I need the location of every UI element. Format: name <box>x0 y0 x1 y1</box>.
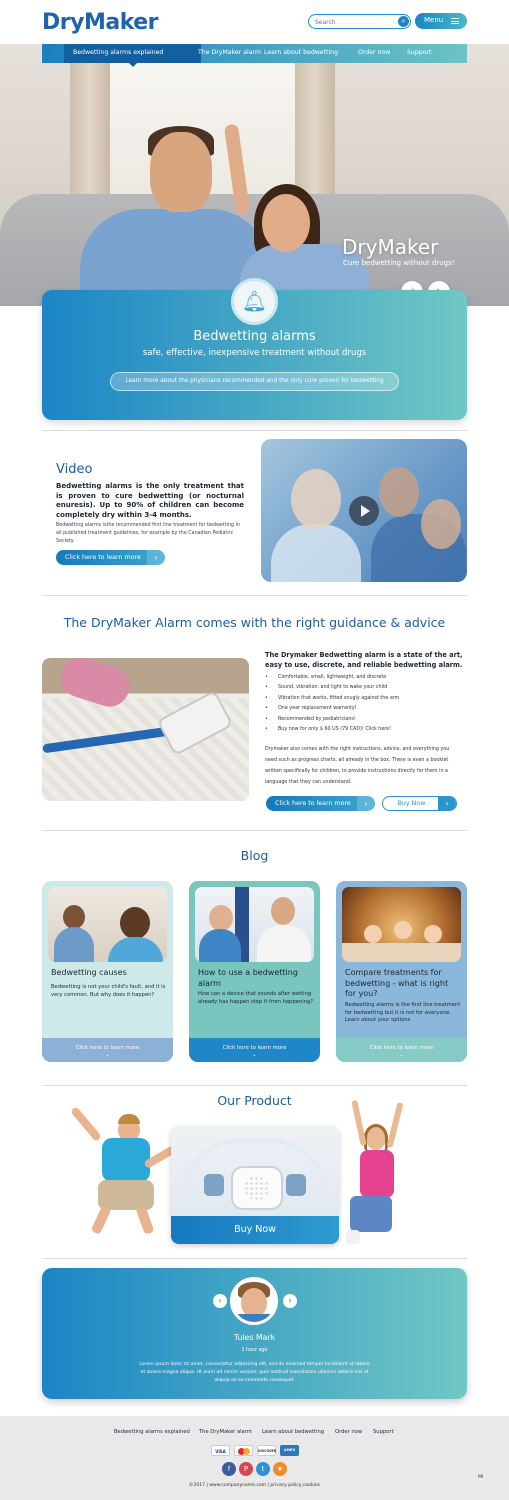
blog-card-compare[interactable] <box>336 881 467 1062</box>
info-title: Bedwetting alarms <box>193 329 316 344</box>
alarm-device-image <box>231 1166 283 1210</box>
jumping-boy-hair <box>118 1114 140 1124</box>
product-heading: Our Product <box>217 1093 292 1108</box>
rss-icon[interactable]: ◉ <box>273 1462 287 1476</box>
product-card[interactable] <box>171 1126 339 1244</box>
footer-link-order-now[interactable]: Order now <box>335 1429 363 1435</box>
blog-card-title: Compare treatments for bedwetting - what is right for you? <box>345 968 449 998</box>
testimonial-name: Tules Mark <box>233 1333 276 1342</box>
menu-label: Menu <box>424 16 444 24</box>
jumping-boy-leg <box>91 1205 112 1235</box>
nav-item-order-now[interactable]: Order now <box>358 49 391 56</box>
jumping-girl-hair <box>364 1124 388 1152</box>
hero-tagline: Cure bedwetting without drugs! <box>343 259 455 267</box>
site-header <box>0 0 509 44</box>
info-subtitle: safe, effective, inexpensive treatment without drugs <box>142 348 367 358</box>
nav-item-support[interactable]: Support <box>407 49 432 56</box>
video-mother-face <box>379 467 419 517</box>
nav-item-bedwetting-alarms-explained[interactable]: Bedwetting alarms explained <box>73 49 164 56</box>
jumping-boy-arm <box>70 1106 102 1142</box>
hero-girl-face <box>262 194 310 252</box>
blog-card-link: Click here to learn more <box>75 1045 140 1051</box>
blog-card-footer[interactable] <box>336 1038 467 1062</box>
jumping-girl-arm <box>387 1102 404 1148</box>
hero-raised-arm <box>224 123 250 214</box>
discover-icon: DISCOVER <box>257 1445 276 1456</box>
search-box[interactable] <box>308 14 411 29</box>
product-clip-image <box>286 1174 306 1196</box>
list-item: • Vibration that works, fitted snugly against the arm <box>265 696 465 706</box>
guidance-paragraph: Drymaker also comes with the right instructions, advice, and everything you need such as progress charts, all already in the box. There is even a booklet written specifically for children, to provide instructions directly for them in a language that they can understand. <box>265 747 450 785</box>
video-lead: Bedwetting alarms is the only treatment that is proven to cure bedwetting (or nocturnal enuresis). Up to 90% of children can become completely dry within 3-4 months. <box>56 482 244 519</box>
footer-link-learn-about-bedwetting[interactable]: Learn about bedwetting <box>262 1429 325 1435</box>
bedwetting-alarms-card <box>42 290 467 420</box>
guidance-title: The Drymaker Bedwetting alarm is a state of the art, easy to use, discrete, and reliable bedwetting alarm. <box>265 651 463 669</box>
hero-girl-hair <box>254 184 320 264</box>
list-item: • Recommended by pediatricians! <box>265 717 465 727</box>
site-logo[interactable]: DryMaker <box>42 10 159 35</box>
blog-card-text: Bedwetting is not your child's fault, and it is very common. But why does it happen? <box>51 984 166 998</box>
video-learn-more-label: Click here to learn more <box>65 554 141 561</box>
blog-card-link: Click here to learn more <box>222 1045 287 1051</box>
video-child-face <box>421 499 461 549</box>
blog-compare-child-1 <box>364 925 382 943</box>
buy-now-button[interactable] <box>382 796 457 811</box>
video-body: Bedwetting alarms isthe recommended first line treatment for bedwetting in all published treatment guidelines, for example by the Canadian Pediatric Society. <box>56 523 240 544</box>
blog-card-causes[interactable] <box>42 881 173 1062</box>
testimonial-time: 1 hour ago <box>241 1348 268 1353</box>
hero-window-image <box>110 62 295 202</box>
chevron-down-icon: ⌄ <box>252 1052 257 1058</box>
video-doctor-image <box>271 524 361 582</box>
visa-icon: VISA <box>211 1445 230 1456</box>
buy-now-label: Buy Now <box>397 800 426 807</box>
jumping-girl-jeans <box>350 1196 392 1232</box>
chevron-down-icon: ⌄ <box>399 1052 404 1058</box>
testimonial-next-icon[interactable]: › <box>283 1294 297 1308</box>
blog-card-text: Bedwetting alarms is the first line treatment for bedwetting but it is not for everyone. Learn about your options <box>345 1002 461 1023</box>
blog-card-text: How can a device that sounds after wetting already has happen stop it from happening? <box>198 991 314 1005</box>
footer-link-support[interactable]: Support <box>373 1429 394 1435</box>
product-clip-image <box>204 1174 224 1196</box>
hamburger-icon <box>451 18 459 24</box>
blog-card-link: Click here to learn more <box>369 1045 434 1051</box>
section-divider <box>42 1085 467 1086</box>
guidance-learn-more-label: Click here to learn more <box>275 800 351 807</box>
hero-curtain-image <box>295 62 335 237</box>
product-buy-now-button[interactable]: Buy Now <box>171 1216 339 1244</box>
section-divider <box>42 430 467 431</box>
testimonial-text: Lorem ipsum dolor sit amet, consectetur adipiscing elit, sed do eiusmod tempor incididunt ut labore et dolore magna aliqua. Ut enim ad minim veniam, quis nostrud exercitation ullamco laboris nisi ut aliquip ex ea commodo consequat. <box>139 1362 370 1383</box>
hero-father-hair <box>148 126 214 156</box>
chevron-right-icon: › <box>438 797 456 810</box>
blog-causes-parent-body <box>54 927 94 962</box>
blog-compare-blanket <box>342 943 461 962</box>
footer-copyright: ©2017 | www.companyname.com | privacy policy,cookies <box>189 1483 320 1488</box>
blog-how-to-boy-body <box>199 929 241 962</box>
blog-how-to-father <box>271 897 295 925</box>
blog-compare-image <box>342 887 461 962</box>
blog-card-footer[interactable] <box>189 1038 320 1062</box>
blog-causes-parent <box>63 905 85 929</box>
avatar <box>230 1277 278 1325</box>
testimonial-card <box>42 1268 467 1399</box>
mattress-cleaning-image <box>42 658 249 801</box>
search-input[interactable] <box>315 16 395 28</box>
chevron-down-icon: ⌄ <box>105 1052 110 1058</box>
chevron-right-icon: › <box>147 550 165 565</box>
jumping-girl-shirt <box>360 1150 394 1198</box>
hero-brand: DryMaker <box>342 235 439 259</box>
feature-list <box>265 675 465 737</box>
video-doctor-face <box>291 469 341 529</box>
list-item[interactable]: • Buy now for only $ 60 US (79 CAD)! Click here! <box>265 727 465 737</box>
amex-icon: AMEX <box>280 1445 299 1456</box>
list-item: • One year replacement warranty! <box>265 706 465 716</box>
blog-causes-child <box>120 907 150 939</box>
footer-link-bedwetting-alarms-explained[interactable]: Bedwetting alarms explained <box>114 1429 190 1435</box>
chevron-right-icon: › <box>357 796 375 811</box>
blog-how-to-image <box>195 887 314 962</box>
avatar-shirt <box>233 1314 275 1325</box>
blog-causes-image <box>48 887 167 962</box>
jumping-boy-leg <box>136 1205 155 1235</box>
blog-how-to-boy <box>209 905 233 931</box>
menu-button[interactable] <box>415 13 467 29</box>
blog-how-to-father-body <box>257 925 311 962</box>
blog-heading: Blog <box>240 848 269 863</box>
nav-item-learn-about-bedwetting[interactable]: Learn about bedwetting <box>264 49 339 56</box>
bell-icon: 🔔︎ <box>231 278 278 325</box>
mastercard-icon <box>234 1445 253 1456</box>
hero-curtain-image <box>70 62 110 237</box>
blog-card-title: Bedwetting causes <box>51 968 127 977</box>
section-divider <box>42 830 467 831</box>
blog-causes-child-body <box>108 937 163 962</box>
blog-compare-child-2 <box>394 921 412 939</box>
list-item: • Sound, vibration, and light to wake your child <box>265 685 465 695</box>
video-player[interactable] <box>261 439 467 582</box>
info-learn-more-button[interactable]: Learn more about the physicians recommended and the only cure proven for bedwetting <box>110 372 399 391</box>
blog-compare-child-3 <box>424 925 442 943</box>
guidance-heading: The DryMaker Alarm comes with the right guidance & advice <box>63 615 446 630</box>
jumping-boy-shirt <box>102 1138 150 1182</box>
mastercard-yellow-circle <box>243 1448 250 1455</box>
blog-card-title: How to use a bedwetting alarm <box>198 968 298 988</box>
video-title: Video <box>56 462 93 477</box>
jumping-boy-shorts <box>98 1180 154 1210</box>
footer-link-drymaker-alarm[interactable]: The DryMaker alarm <box>199 1429 252 1435</box>
guidance-learn-more-button[interactable] <box>266 796 375 811</box>
testimonial-prev-icon[interactable]: ‹ <box>213 1294 227 1308</box>
search-icon[interactable]: ⌕ <box>398 16 409 27</box>
blog-card-footer[interactable] <box>42 1038 173 1062</box>
twitter-icon[interactable]: t <box>256 1462 270 1476</box>
jumping-girl-shoe <box>346 1230 360 1244</box>
list-item: • Comfortable, small, lightweight, and discrete <box>265 675 465 685</box>
main-nav <box>42 44 467 63</box>
facebook-icon[interactable]: f <box>222 1462 236 1476</box>
blog-card-how-to-use[interactable] <box>189 881 320 1062</box>
play-icon[interactable] <box>349 496 379 526</box>
nav-item-drymaker-alarm[interactable]: The DryMaker alarm <box>198 49 262 56</box>
section-divider <box>42 1258 467 1259</box>
video-learn-more-button[interactable] <box>56 550 165 565</box>
hero-father-face <box>150 132 212 212</box>
pinterest-icon[interactable]: P <box>239 1462 253 1476</box>
section-divider <box>42 595 467 596</box>
hero-banner <box>0 44 509 306</box>
footer-corner-mark: MI <box>478 1475 484 1480</box>
